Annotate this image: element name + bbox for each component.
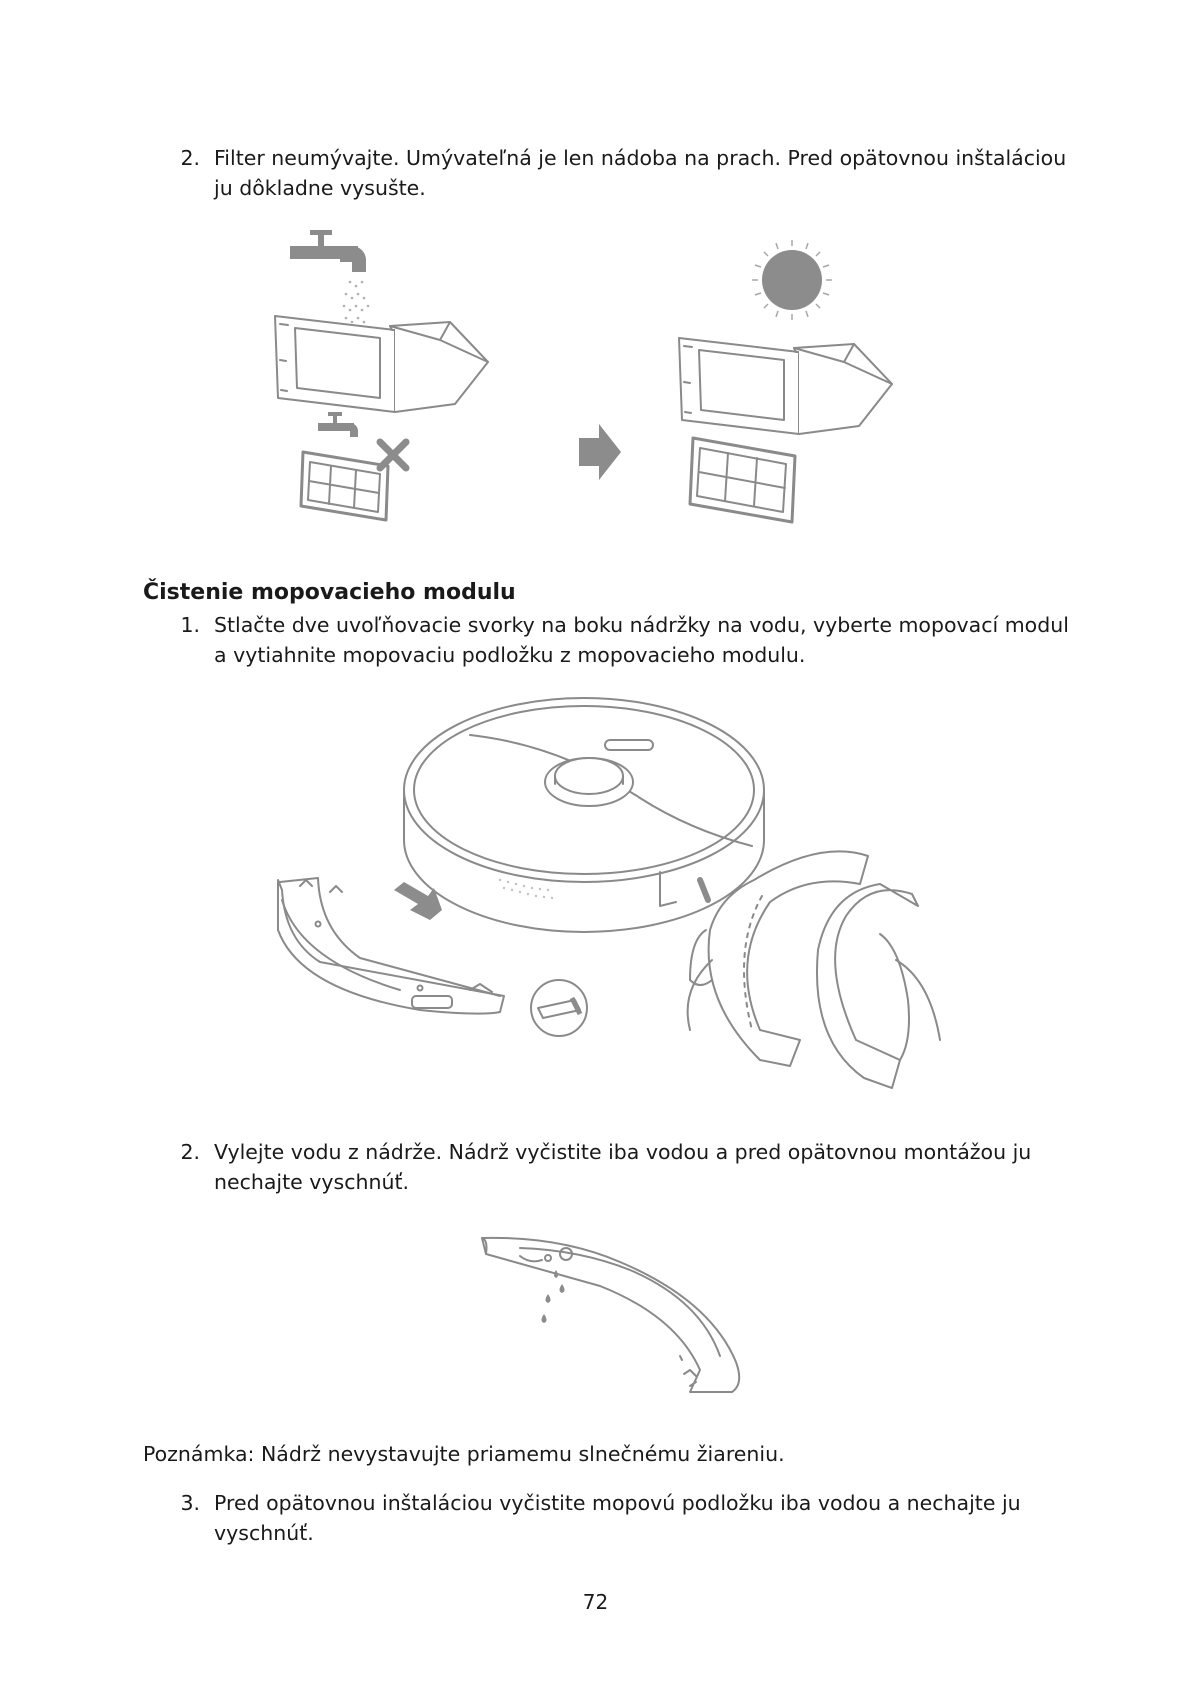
- list-text: Filter neumývajte. Umývateľná je len nádoba na prach. Pred opätovnou inštaláciou ju dôkladne vysušte.: [214, 146, 1067, 200]
- section-heading: Čistenie mopovacieho modulu: [143, 580, 516, 605]
- list-text: Vylejte vodu z nádrže. Nádrž vyčistite iba vodou a pred opätovnou montážou ju nechajte vyschnúť.: [214, 1140, 1032, 1194]
- note-text: Poznámka: Nádrž nevystavujte priamemu slnečnému žiareniu.: [143, 1442, 785, 1466]
- list-number: 3.: [180, 1491, 200, 1515]
- list-number: 2.: [180, 1140, 200, 1164]
- water-drop-icon: [542, 1270, 565, 1323]
- page-number: 72: [582, 1590, 609, 1614]
- list-text: Stlačte dve uvoľňovacie svorky na boku nádržky na vodu, vyberte mopovací modul a vytiahnite mopovaciu podložku z mopovacieho modulu.: [214, 613, 1069, 667]
- list-number: 1.: [180, 613, 200, 637]
- list-text: Pred opätovnou inštaláciou vyčistite mopovú podložku iba vodou a nechajte ju vyschnúť.: [214, 1491, 1021, 1545]
- water-tank: [482, 1238, 739, 1392]
- list-number: 2.: [180, 146, 200, 170]
